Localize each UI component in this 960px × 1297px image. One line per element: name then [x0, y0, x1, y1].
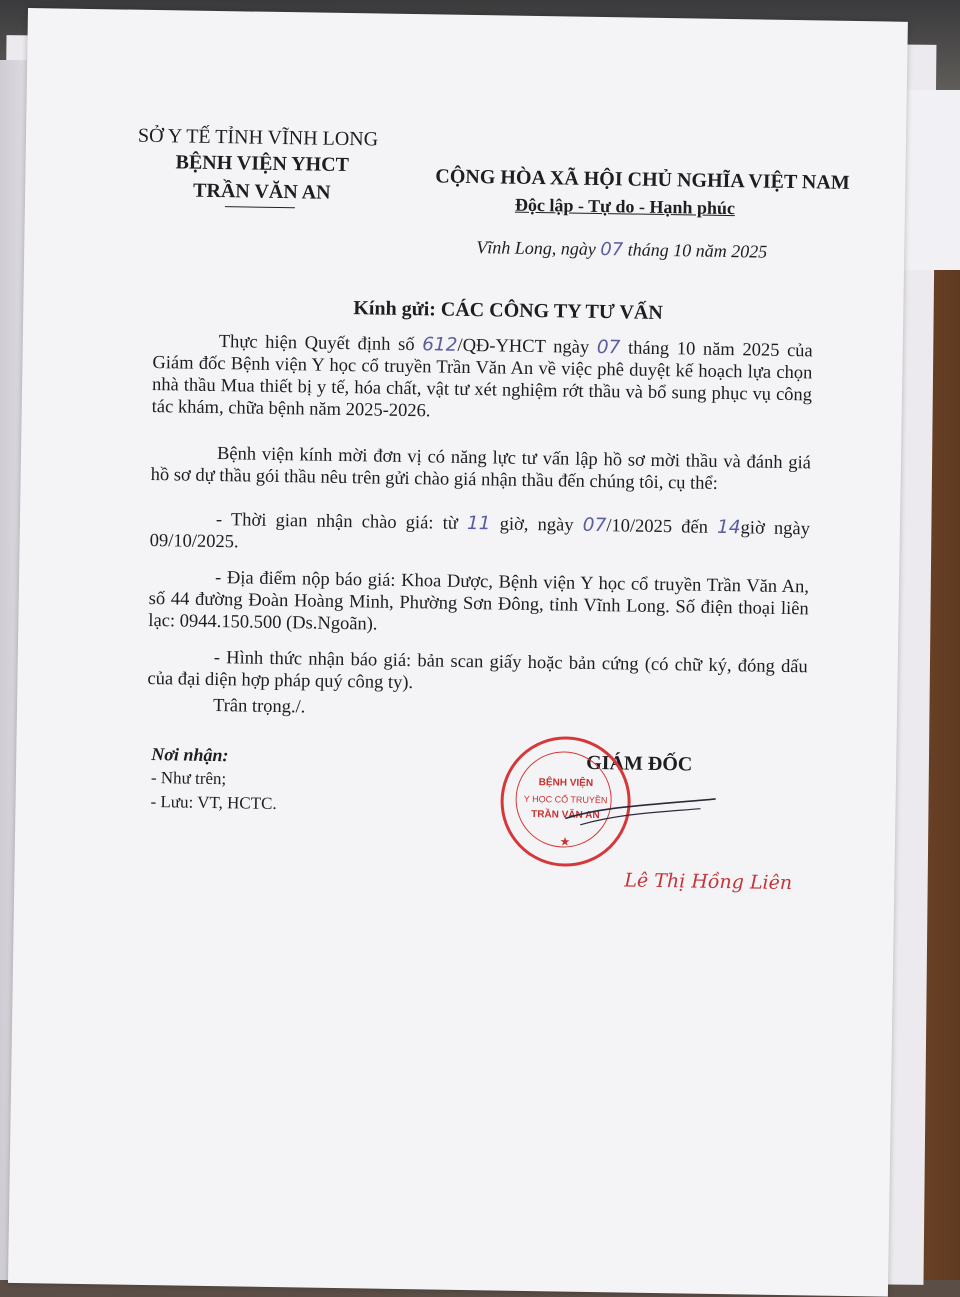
nation-name: CỘNG HÒA XÃ HỘI CHỦ NGHĨA VIỆT NAM [435, 165, 850, 194]
paragraph-invitation: Bệnh viện kính mời đơn vị có năng lực tư vấn lập hồ sơ mời thầu và đánh giá hồ sơ dự thầu gói thầu nêu trên gửi chào giá nhận thầu đến chúng tôi, cụ thể: [150, 444, 812, 494]
recipient-item: - Lưu: VT, HCTC. [150, 792, 277, 814]
signer-title: GIÁM ĐỐC [586, 751, 693, 776]
recipients-label: Nơi nhận: [151, 744, 229, 766]
date-day-handwritten: 07 [600, 239, 624, 261]
date-suffix: tháng 10 năm 2025 [627, 239, 768, 262]
document-page [8, 8, 908, 1297]
motto: Độc lập - Tự do - Hạnh phúc [514, 194, 736, 219]
hospital-name-line2: TRẦN VĂN AN [192, 179, 331, 204]
official-seal: BỆNH VIỆN Y HỌC CỔ TRUYỀN TRẦN VĂN AN ★ [500, 736, 632, 868]
start-day-handwritten: 07 [582, 514, 607, 537]
recipient-item: - Như trên; [150, 768, 227, 789]
agency-name: SỞ Y TẾ TỈNH VĨNH LONG [137, 124, 379, 151]
paragraph-decision: Thực hiện Quyết định số 612/QĐ-YHCT ngày 07 tháng 10 năm 2025 của Giám đốc Bệnh viện Y học cổ truyền Trần Văn An về việc phê duyệt kế hoạch lựa chọn nhà thầu Mua thiết bị y tế, hóa chất, vật tư xét nghiệm rớt thầu và bổ sung phục vụ công tác khám, chữa bệnh năm 2025-2026. [151, 332, 813, 422]
closing: Trân trọng./. [212, 695, 306, 718]
seal-star-icon: ★ [559, 834, 571, 849]
paragraph-location: - Địa điểm nộp báo giá: Khoa Dược, Bệnh viện Y học cổ truyền Trần Văn An, số 44 đường Đoàn Hoàng Minh, Phường Sơn Đông, tỉnh Vĩnh Long. Số điện thoại liên lạc: 0944.150.500 (Ds.Ngoãn). [148, 568, 810, 635]
document-date [476, 237, 767, 263]
paragraph-format: - Hình thức nhận báo giá: bản scan giấy hoặc bản cứng (có chữ ký, đóng dấu của đại diện hợp pháp quý công ty). [147, 648, 808, 694]
start-hour-handwritten: 11 [466, 512, 491, 535]
signature-stroke [560, 776, 721, 839]
decision-day-handwritten: 07 [596, 336, 621, 359]
header-underline [225, 206, 295, 208]
decision-number-handwritten: 612 [422, 334, 458, 356]
signer-name: Lê Thị Hồng Liên [624, 869, 793, 895]
hospital-name-line1: BỆNH VIỆN YHCT [175, 151, 350, 177]
date-prefix: Vĩnh Long, ngày [476, 237, 596, 259]
end-hour-handwritten: 14 [716, 516, 741, 539]
salutation: Kính gửi: CÁC CÔNG TY TƯ VẤN [353, 297, 663, 325]
paragraph-time: - Thời gian nhận chào giá: từ 11 giờ, ngày 07/10/2025 đến 14giờ ngày 09/10/2025. [149, 510, 811, 553]
